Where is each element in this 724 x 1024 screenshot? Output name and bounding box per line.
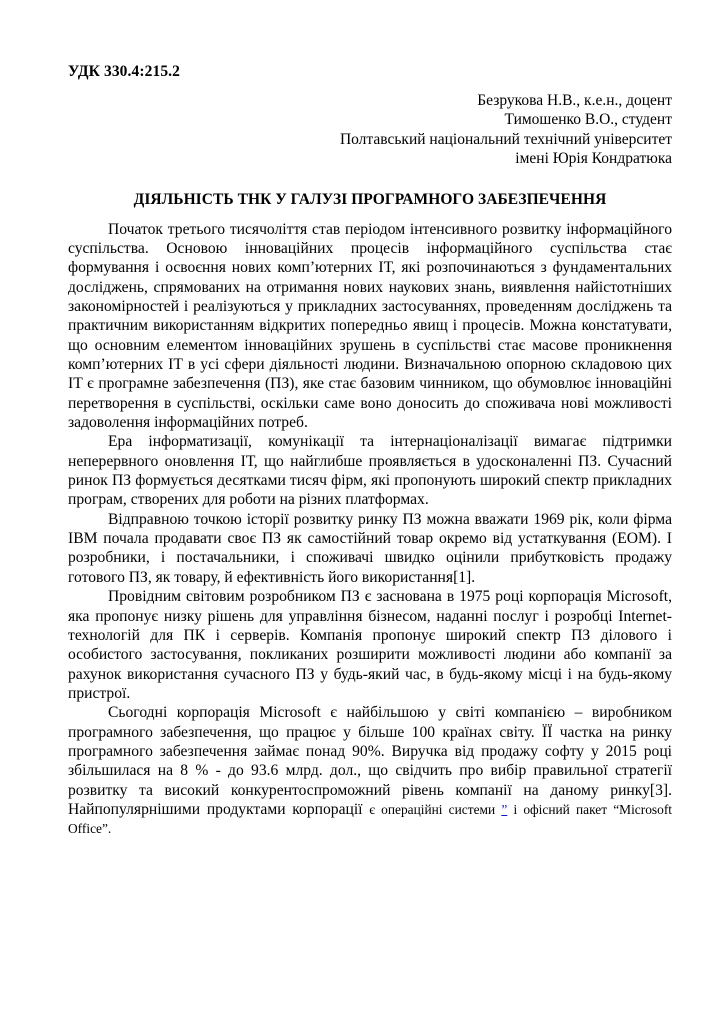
byline-line-institution: Полтавський національний технічний університет bbox=[339, 130, 672, 148]
body-paragraph-5 bbox=[68, 703, 672, 838]
byline-line-institution-name: імені Юрія Кондратюка bbox=[515, 150, 672, 168]
body-paragraph-2: Ера інформатизації, комунікації та інтернаціоналізації вимагає підтримки неперервного оновлення ІТ, що найглибше проявляється в удосконаленні ПЗ. Сучасний ринок ПЗ формується десятками тисяч фірм, які пропонують широкий спектр прикладних програм, створених для роботи на різних платформах. bbox=[68, 433, 672, 509]
document-content bbox=[68, 62, 672, 839]
windows-product-hyperlink[interactable]: ” bbox=[501, 801, 508, 817]
body-paragraph-1: Початок третього тисячоліття став періодом інтенсивного розвитку інформаційного суспільства. Основою інноваційних процесів інформаційного суспільства стає формування і освоєння нових комп’ютерних ІТ, які розпочинаються з фундаментальних досліджень, спрямованих на отримання нових наукових знань, виявлення найістотніших закономірностей і реалізуються у прикладних застосуваннях, проведенням досліджень та практичним використанням відкритих попередньо явищ і процесів. Можна констатувати, що основним елементом інноваційних зрушень в суспільстві стає масове проникнення комп’ютерних ІТ в усі сфери діяльності людини. Визначальною опорною складовою цих ІТ є програмне забезпечення (ПЗ), яке стає базовим чинником, що обумовлює інноваційні перетворення в суспільстві, оскільки саме воно доносить до споживача нові можливості задоволення інформаційних потреб. bbox=[68, 220, 672, 432]
udk-classification-line: УДК 330.4:215.2 bbox=[68, 63, 180, 80]
final-paragraph-main-text: Сьогодні корпорація Microsoft є найбільшою у світі компанією – виробником програмного забезпечення, що працює у більше 100 країнах світу. ЇЇ частка на ринку програмного забезпечення займає понад 90%. Виручка від продажу софту у 2015 році збільшилася на 8 % - до 93.6 млрд. дол., що свідчить про вибір правильної стратегії розвитку та високий конкурентоспроможний рівень компанії на даному ринку[3]. Найпопулярнішими продуктами корпорації bbox=[68, 704, 672, 818]
byline-line-author-2: Тимошенко В.О., студент bbox=[504, 111, 672, 129]
byline-line-author-1: Безрукова Н.В., к.е.н., доцент bbox=[477, 92, 672, 109]
page-title: ДІЯЛЬНІСТЬ ТНК У ГАЛУЗІ ПРОГРАМНОГО ЗАБЕЗПЕЧЕННЯ bbox=[133, 190, 607, 208]
final-paragraph-tail-after-link: і офісний пакет “Microsoft Office”. bbox=[68, 801, 672, 837]
body-paragraph-3: Відправною точкою історії розвитку ринку ПЗ можна вважати 1969 рік, коли фірма IBM почала продавати своє ПЗ як самостійний товар окремо від устаткування (ЕОМ). І розробники, і постачальники, і споживачі швидко оцінили прибутковість продажу готового ПЗ, як товару, й ефективність його використання[1]. bbox=[68, 510, 672, 586]
body-paragraph-4: Провідним світовим розробником ПЗ є заснована в 1975 році корпорація Microsoft, яка пропонує низку рішень для управління бізнесом, наданні послуг і розробці Internet-технологій для ПК і серверів. Компанія пропонує широкий спектр ПЗ ділового і особистого застосування, покликаних розширити можливості людини або компанії за рахунок використання сучасного ПЗ у будь-який час, в будь-якому місці і на будь-якому пристрої. bbox=[68, 588, 672, 702]
final-paragraph-tail-before-link: є операційні системи bbox=[369, 801, 502, 817]
author-affiliation-block bbox=[68, 91, 672, 169]
